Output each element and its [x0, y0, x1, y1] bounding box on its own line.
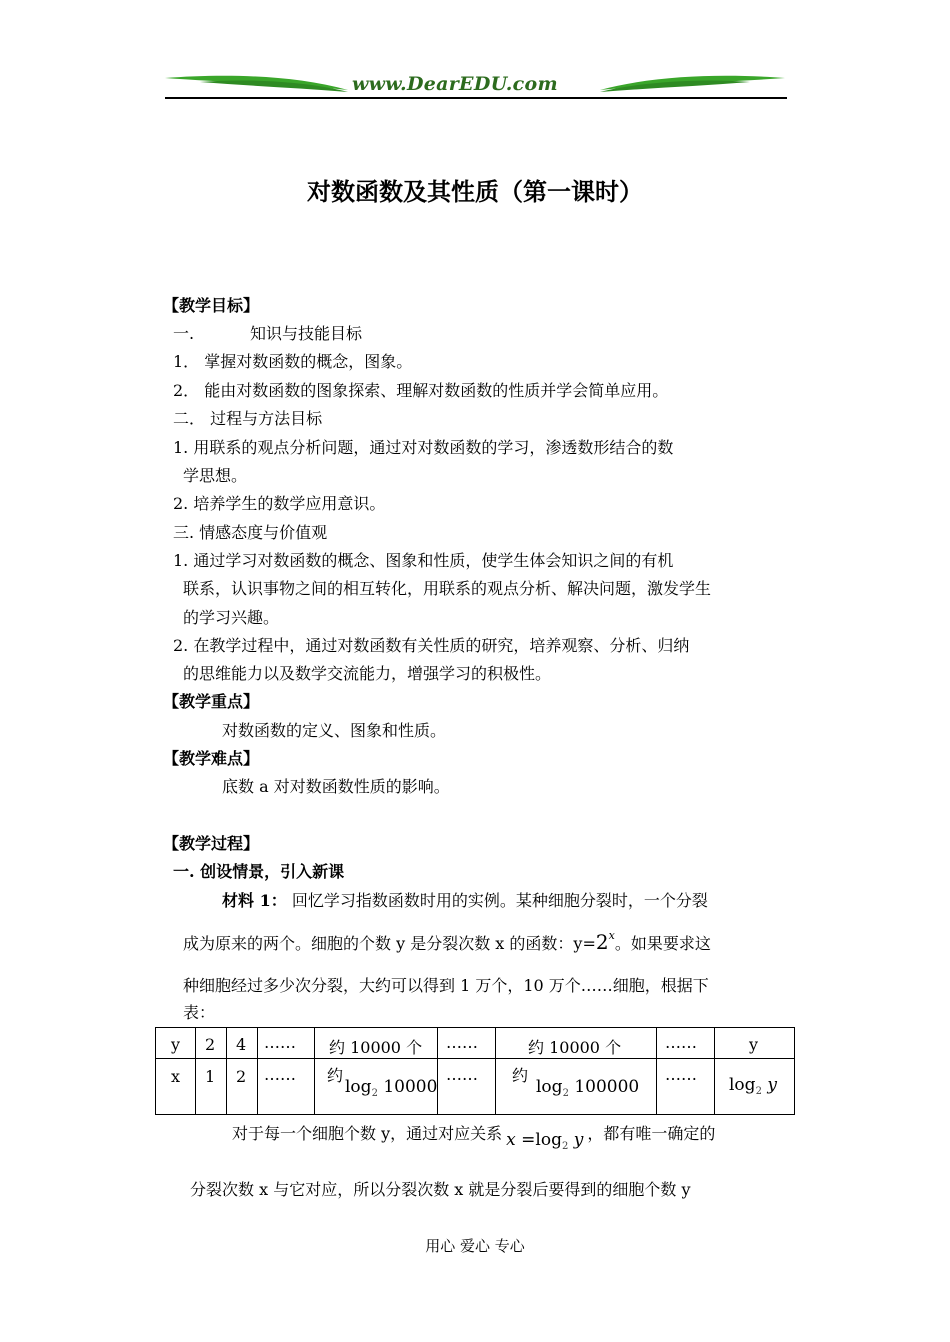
power-base: 2 — [595, 930, 609, 954]
mapping-formula — [506, 1130, 583, 1157]
goals-heading: 【教学目标】 — [163, 296, 260, 315]
log-base: 2 — [562, 1088, 569, 1099]
table-r2-c4-log — [345, 1077, 437, 1099]
material1-label: 材料 1： — [222, 891, 287, 910]
difficulties-heading: 【教学难点】 — [163, 749, 260, 768]
site-logo-text: www.DearEDU.com — [352, 73, 558, 95]
after-table-text1b: ，都有唯一确定的 — [587, 1124, 716, 1143]
goals-s3-item1-b: 联系，认识事物之间的相互转化，用联系的观点分析、解决问题，激发学生 — [183, 579, 712, 598]
goals-s3-item2-a: 2. 在教学过程中，通过对数函数有关性质的研究，培养观察、分析、归纳 — [173, 636, 690, 655]
after-table-line1 — [232, 1124, 715, 1151]
log-function: log — [729, 1075, 756, 1095]
table-r1-c2: 4 — [236, 1035, 247, 1054]
table-r2-c2: 2 — [236, 1067, 247, 1086]
table-r2-c6-prefix: 约 — [512, 1066, 529, 1085]
goals-s1-item2: 2． 能由对数函数的图象探索、理解对数函数的性质并学会简单应用。 — [173, 381, 669, 400]
page-footer: 用心 爱心 专心 — [425, 1237, 525, 1255]
table-r2-c0: x — [171, 1067, 181, 1086]
formula-y: y — [573, 1130, 584, 1150]
material1-line3: 种细胞经过多少次分裂，大约可以得到 1 万个，10 万个……细胞，根据下 — [183, 976, 709, 995]
table-r1-c0: y — [171, 1035, 181, 1054]
goals-s3: 三. 情感态度与价值观 — [173, 523, 328, 542]
goals-s3-item1-c: 的学习兴趣。 — [183, 608, 280, 627]
goals-s2-item2: 2. 培养学生的数学应用意识。 — [173, 494, 386, 513]
goals-s1-num: 一. — [173, 324, 195, 343]
difficulties-text: 底数 a 对对数函数性质的影响。 — [222, 777, 450, 796]
goals-s2-item1-a: 1. 用联系的观点分析问题，通过对对数函数的学习，渗透数形结合的数 — [173, 438, 674, 457]
formula-equals: = — [515, 1130, 536, 1150]
after-table-line2: 分裂次数 x 与它对应，所以分裂次数 x 就是分裂后要得到的细胞个数 y — [190, 1180, 691, 1199]
table-r2-c5: …… — [446, 1065, 478, 1084]
goals-s3-item1-a: 1. 通过学习对数函数的概念、图象和性质，使学生体会知识之间的有机 — [173, 551, 674, 570]
log-argument: 100000 — [574, 1077, 640, 1097]
table-r1-c6: 约 10000 个 — [528, 1038, 622, 1057]
after-table-text1a: 对于每一个细胞个数 y，通过对应关系 — [232, 1124, 503, 1143]
keypoints-heading: 【教学重点】 — [163, 692, 260, 711]
material1-line1 — [222, 891, 708, 911]
table-r2-c7: …… — [665, 1065, 697, 1084]
table-r1-c4: 约 10000 个 — [329, 1038, 423, 1057]
formula-base: 2 — [561, 1141, 569, 1152]
goals-s1-item1: 1． 掌握对数函数的概念，图象。 — [173, 352, 413, 371]
table-r1-c3: …… — [264, 1033, 296, 1052]
material1-text1: 回忆学习指数函数时用的实例。某种细胞分裂时，一个分裂 — [291, 891, 708, 910]
table-r1-c5: …… — [446, 1033, 478, 1052]
table-r2-c3: …… — [264, 1065, 296, 1084]
table-r1-c7: …… — [665, 1033, 697, 1052]
material1-line4: 表： — [183, 1003, 216, 1022]
goals-s2-item1-b: 学思想。 — [183, 466, 248, 485]
table-r1-c8: y — [749, 1035, 759, 1054]
page-title: 对数函数及其性质（第一课时） — [307, 177, 643, 206]
formula-log: log — [535, 1130, 562, 1150]
log-function: log — [536, 1077, 563, 1097]
log-argument: 10000 — [383, 1077, 438, 1097]
table-r2-c6-log — [536, 1077, 639, 1099]
goals-s2: 二． 过程与方法目标 — [173, 409, 323, 428]
table-r2-c8-log — [729, 1075, 777, 1097]
log-base: 2 — [755, 1086, 762, 1097]
table-r2-c1: 1 — [205, 1067, 216, 1086]
goals-s3-item2-b: 的思维能力以及数学交流能力，增强学习的积极性。 — [183, 664, 552, 683]
goals-s1-text: 知识与技能目标 — [250, 324, 363, 343]
header-rule — [165, 97, 787, 99]
table-r1-c1: 2 — [205, 1035, 216, 1054]
process-section1: 一. 创设情景，引入新课 — [173, 862, 345, 881]
material1-text2a: 成为原来的两个。细胞的个数 y 是分裂次数 x 的函数：y= — [183, 934, 596, 953]
power-expression — [596, 930, 615, 954]
keypoints-text: 对数函数的定义、图象和性质。 — [222, 721, 447, 740]
material1-line2 — [183, 926, 711, 954]
log-argument: y — [767, 1075, 777, 1095]
division-table — [155, 1027, 795, 1115]
table-r2-c4-prefix: 约 — [327, 1066, 344, 1085]
log-function: log — [345, 1077, 372, 1097]
process-heading: 【教学过程】 — [163, 834, 260, 853]
log-base: 2 — [371, 1088, 378, 1099]
formula-x: x — [506, 1130, 516, 1150]
material1-text2b: 。如果要求这 — [614, 934, 711, 953]
power-exponent: x — [608, 929, 615, 942]
